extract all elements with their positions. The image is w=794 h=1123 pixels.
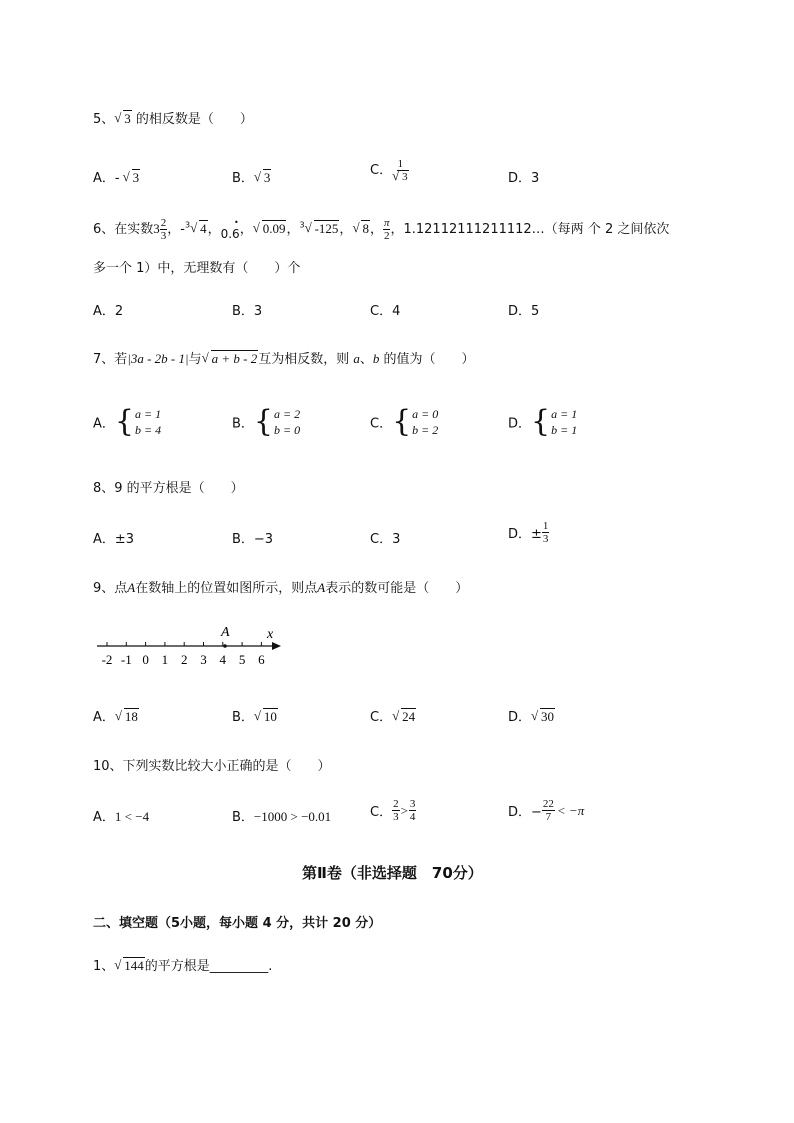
- question-7: 7、若|3a - 2b - 1|与√ a + b - 2互为相反数，则 a、b 的值为（ ）: [93, 348, 475, 367]
- q9-option-d[interactable]: D．√ 30: [508, 706, 555, 725]
- q7-option-b[interactable]: B． { a = 2 b = 0: [232, 404, 301, 439]
- axis-arrow: [272, 642, 281, 650]
- q6-option-a[interactable]: A．2: [93, 304, 124, 319]
- point-a-label: A: [221, 625, 230, 640]
- q9-option-a[interactable]: A．√ 18: [93, 706, 139, 725]
- q5-option-d[interactable]: D．3: [508, 171, 540, 186]
- tick-label: -1: [120, 652, 132, 667]
- q10-option-c[interactable]: C． $\frac{2}{3}$ > $\frac{3}{4}$: [370, 798, 416, 823]
- q6-line2: 多一个 1）中，无理数有（ ）个: [93, 261, 301, 276]
- tick-label: 2: [180, 652, 188, 667]
- number-line: [95, 622, 285, 670]
- q10-option-b[interactable]: B．−1000 > −0.01: [232, 809, 332, 825]
- q7-option-d[interactable]: D． { a = 1 b = 1: [508, 404, 578, 439]
- q5-option-a[interactable]: A．-√ 3: [93, 167, 140, 186]
- q9-option-b[interactable]: B．√ 10: [232, 706, 278, 725]
- axis-variable-label: x: [267, 627, 274, 642]
- q6-option-c[interactable]: C．4: [370, 304, 401, 319]
- question-10: 10、下列实数比较大小正确的是（ ）: [93, 759, 331, 774]
- q9-option-c[interactable]: C．√ 24: [370, 706, 416, 725]
- q8-option-b[interactable]: B．−3: [232, 532, 274, 547]
- tick-label: 0: [142, 652, 149, 667]
- q7-option-a[interactable]: A． { a = 1 b = 4: [93, 404, 162, 439]
- tick-label: -2: [101, 652, 113, 667]
- q5-text: 的相反数是（ ）: [135, 112, 253, 127]
- point-a-marker: [223, 644, 227, 648]
- question-5: [93, 108, 253, 127]
- part-2-title: 第Ⅱ卷（非选择题 70分）: [302, 864, 483, 882]
- q8-option-a[interactable]: A．±3: [93, 532, 135, 547]
- tick-label: 4: [219, 652, 227, 667]
- q7-option-c[interactable]: C． { a = 0 b = 2: [370, 404, 439, 439]
- q10-option-d[interactable]: D．− $\frac{22}{7}$ < −π: [508, 798, 585, 823]
- question-6: 6、在实数3 $\frac{2}{3}$ ，-$^3$√ 4，0.6 • ，√ 0.09，$^3$√ -125，√ 8， $\frac{\pi}{2}$ ，1.12112111211112…（每两 个 2 之间依次: [93, 217, 669, 242]
- tick-label: 5: [238, 652, 246, 667]
- q8-option-c[interactable]: C．3: [370, 532, 401, 547]
- fill-question-1: 1、√ 144的平方根是_________.: [93, 955, 272, 974]
- q5-option-b[interactable]: B．√ 3: [232, 167, 271, 186]
- tick-label: 3: [200, 652, 207, 667]
- q10-option-a[interactable]: A．1 < −4: [93, 809, 150, 825]
- q5-sqrt: √ 3: [114, 111, 132, 127]
- q6-option-b[interactable]: B．3: [232, 304, 263, 319]
- tick-label: 1: [161, 652, 169, 667]
- tick-label: 6: [258, 652, 265, 667]
- q6-option-d[interactable]: D．5: [508, 304, 540, 319]
- question-9: 9、点A在数轴上的位置如图所示，则点A表示的数可能是（ ）: [93, 580, 469, 596]
- q5-prefix: 5、: [93, 112, 115, 127]
- question-8: 8、9 的平方根是（ ）: [93, 481, 244, 496]
- q5-option-c[interactable]: C． 1 √ 3: [370, 158, 409, 183]
- section-2-title: 二、填空题（5小题，每小题 4 分，共计 20 分）: [93, 916, 382, 931]
- tick-labels: [102, 652, 266, 667]
- q8-option-d[interactable]: D．± $\frac{1}{3}$: [508, 520, 549, 545]
